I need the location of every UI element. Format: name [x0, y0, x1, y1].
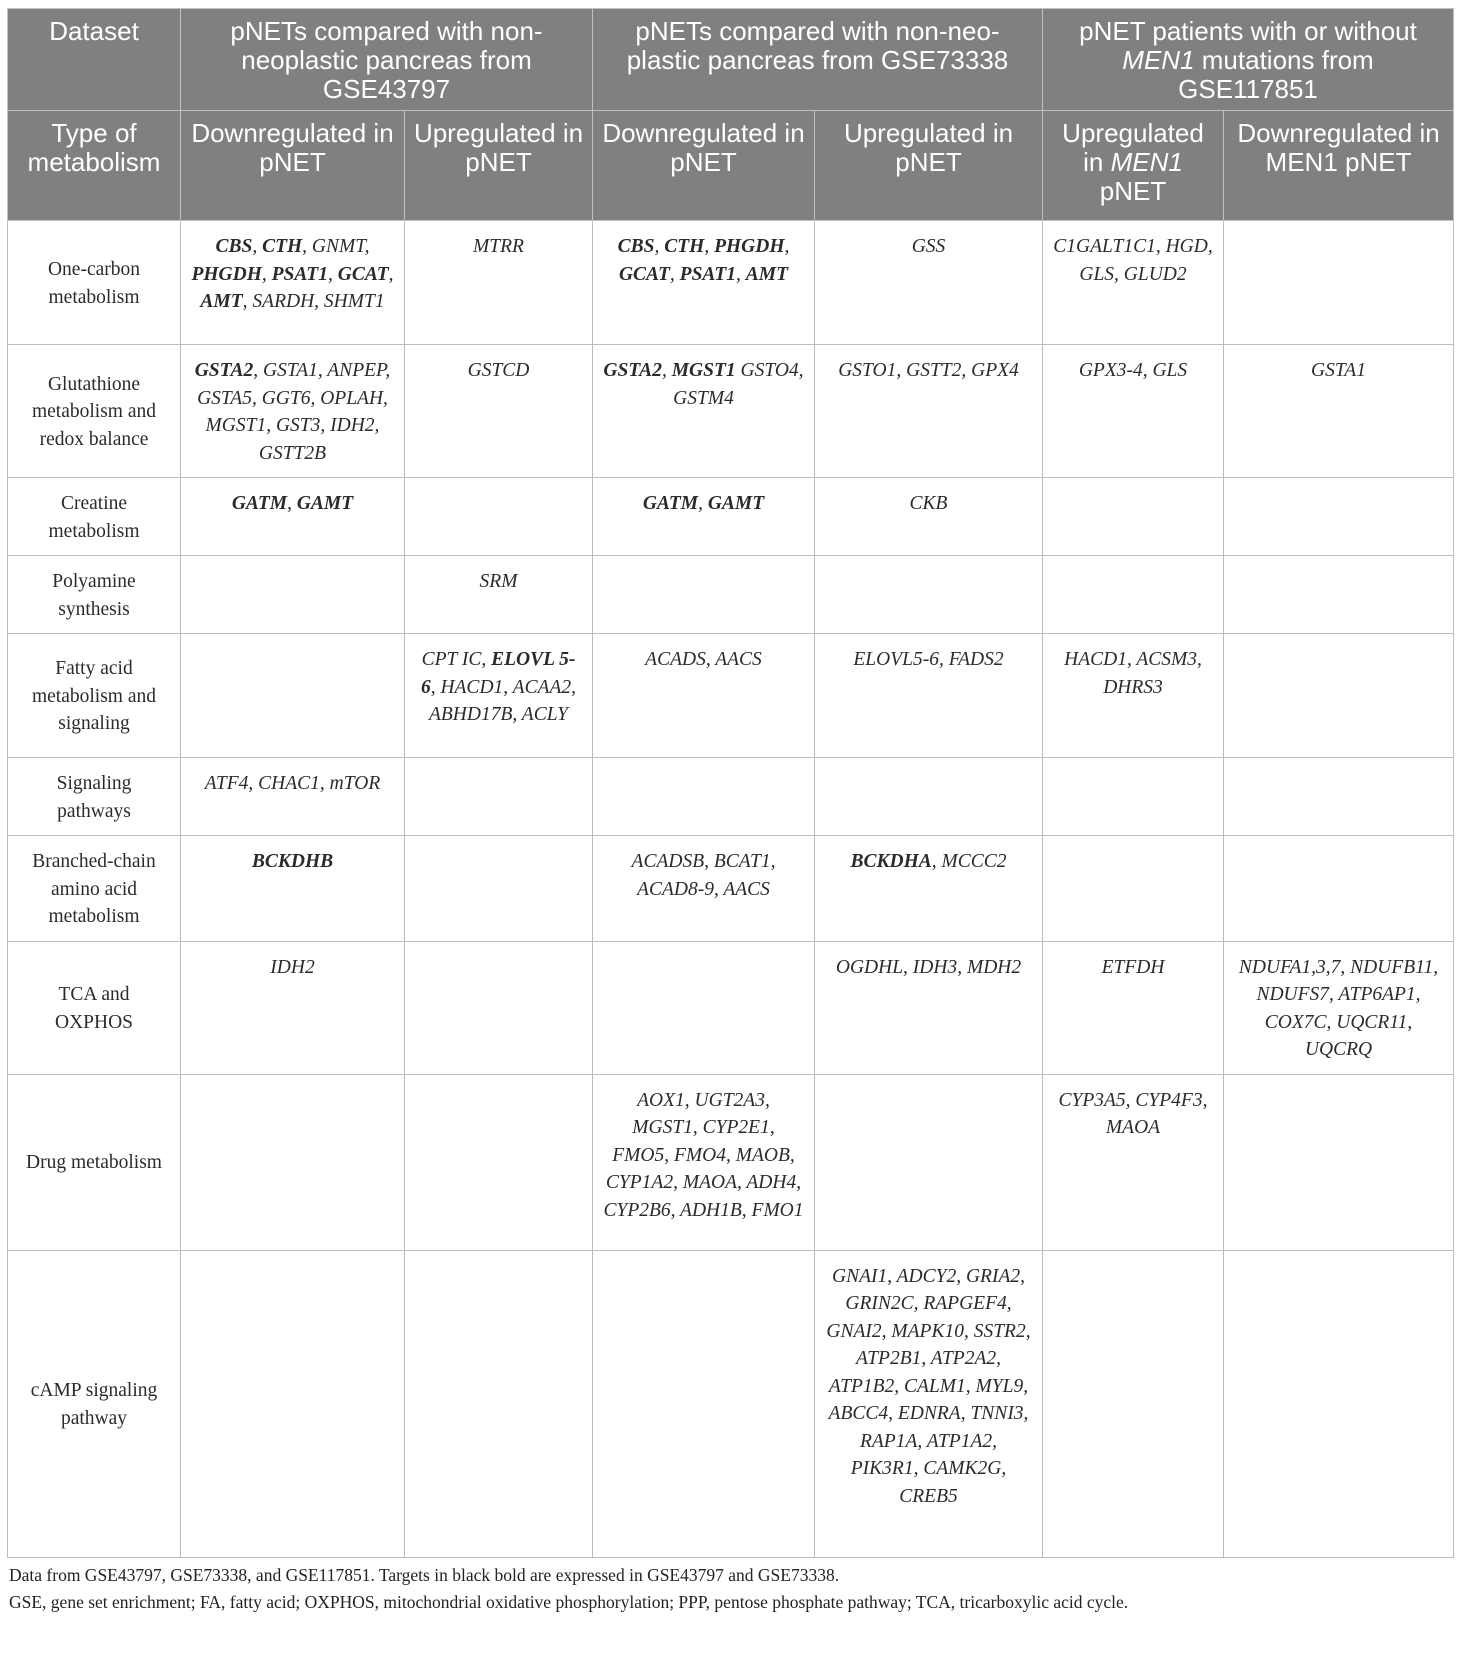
table-figure	[7, 8, 1453, 1616]
gene-bold-text: GATM	[642, 493, 699, 514]
table-row	[8, 221, 1454, 345]
metabolism-type-cell: One-carbon metabolism	[8, 221, 181, 345]
col-up-men1-gene: MEN1	[1110, 147, 1183, 177]
gene-list-cell	[815, 221, 1043, 345]
dataset-label: Dataset	[8, 9, 181, 111]
gene-text: ,	[698, 493, 708, 514]
gene-list-cell	[815, 758, 1043, 836]
gene-bold-text: GCAT	[618, 263, 670, 285]
gene-list-cell	[1043, 836, 1224, 942]
gene-text: ETFDH	[1101, 956, 1165, 978]
gene-list-cell	[181, 941, 405, 1074]
gene-list-cell	[815, 1250, 1043, 1557]
gene-list-cell	[1043, 556, 1224, 634]
gene-bold-text: PHGDH	[714, 236, 785, 257]
gene-list-cell	[181, 1074, 405, 1250]
gene-text: CKB	[909, 493, 948, 514]
gene-bold-text: GAMT	[296, 493, 354, 514]
gene-list-cell	[1043, 478, 1224, 556]
gene-text: AOX1, UGT2A3, MGST1, CYP2E1, FMO5, FMO4, MAOB, CYP1A2, MAOA, ADH4, CYP2B6, ADH1B, FMO1	[603, 1089, 804, 1221]
gene-list-cell	[405, 758, 593, 836]
gene-bold-text: ELOVL 5-6	[420, 649, 576, 698]
gene-text: ,	[287, 493, 297, 514]
gene-text: ,	[661, 360, 672, 381]
gene-text: GSTCD	[467, 360, 530, 381]
gene-list-cell	[1043, 634, 1224, 758]
gene-list-cell	[593, 1074, 815, 1250]
metabolism-type-cell: Glutathione metabolism and redox balance	[8, 345, 181, 478]
gene-bold-text: MGST1	[671, 360, 736, 381]
table-row	[8, 1074, 1454, 1250]
gene-list-cell	[405, 1074, 593, 1250]
gene-bold-text: AMT	[200, 291, 243, 312]
gene-list-cell	[815, 836, 1043, 942]
gene-list-cell	[815, 556, 1043, 634]
table-row	[8, 556, 1454, 634]
gene-text: ACADS, AACS	[645, 649, 762, 670]
gene-list-cell	[405, 836, 593, 942]
gene-list-cell	[1224, 556, 1454, 634]
gene-text: ,	[654, 236, 665, 257]
col-up-men1-prefix: Upregulated in	[1062, 118, 1204, 177]
table-row	[8, 634, 1454, 758]
gene-list-cell	[593, 1250, 815, 1557]
gene-list-cell	[1224, 345, 1454, 478]
gene-list-cell	[1224, 1250, 1454, 1557]
gene-text: GSTA1	[1311, 360, 1366, 381]
col-up-gse73338: Upregulated in pNET	[815, 111, 1043, 221]
gene-bold-text: GAMT	[707, 493, 765, 514]
gene-text: IDH2	[270, 956, 315, 978]
dataset3-gene: MEN1	[1122, 45, 1195, 75]
footnote-abbreviations: GSE, gene set enrichment; FA, fatty acid; OXPHOS, mitochondrial oxidative phosphorylation; PPP, pentose phosphate pathway; TCA, tricarboxylic acid cycle.	[9, 1591, 1129, 1612]
gene-text: ,	[327, 263, 338, 285]
dataset3-suffix: mutations from GSE117851	[1178, 45, 1374, 104]
gene-text: ,	[388, 263, 394, 285]
metabolism-type-cell: Drug metabolism	[8, 1074, 181, 1250]
gene-list-cell	[1043, 345, 1224, 478]
gene-text: , GNMT,	[302, 236, 370, 257]
gene-bold-text: GCAT	[337, 263, 389, 285]
gene-bold-text: GSTA2	[603, 360, 662, 381]
gene-bold-text: CTH	[262, 236, 303, 257]
gene-list-cell	[405, 1250, 593, 1557]
metabolism-type-cell: Signaling pathways	[8, 758, 181, 836]
table-row	[8, 1250, 1454, 1557]
gene-text: GNAI1, ADCY2, GRIA2, GRIN2C, RAPGEF4, GNAI2, MAPK10, SSTR2, ATP2B1, ATP2A2, ATP1B2, CALM1, MYL9, ABCC4, EDNRA, TNNI3, RAP1A, ATP1A2, PIK3R1, CAMK2G, CREB5	[826, 1265, 1031, 1507]
gene-list-cell	[593, 634, 815, 758]
gene-text: CYP3A5, CYP4F3, MAOA	[1058, 1089, 1208, 1138]
dataset3-prefix: pNET patients with or without	[1079, 16, 1417, 46]
gene-list-cell	[815, 478, 1043, 556]
gene-text: , SARDH, SHMT1	[242, 291, 385, 312]
gene-list-cell	[181, 758, 405, 836]
col-up-gse43797: Upregulated in pNET	[405, 111, 593, 221]
gene-list-cell	[593, 836, 815, 942]
gene-bold-text: BCKDHB	[251, 851, 334, 872]
gene-bold-text: PSAT1	[271, 263, 328, 285]
gene-list-cell	[181, 1250, 405, 1557]
footnote-data-source: Data from GSE43797, GSE73338, and GSE117851. Targets in black bold are expressed in GSE43797 and GSE73338.	[9, 1564, 840, 1585]
table-row	[8, 836, 1454, 942]
gene-list-cell	[1224, 1074, 1454, 1250]
gene-list-cell	[593, 556, 815, 634]
gene-list-cell	[405, 221, 593, 345]
gene-list-cell	[1224, 478, 1454, 556]
gene-table	[7, 8, 1454, 1558]
gene-list-cell	[1043, 1074, 1224, 1250]
gene-list-cell	[593, 758, 815, 836]
gene-text: C1GALT1C1, HGD, GLS, GLUD2	[1053, 236, 1213, 285]
gene-text: OGDHL, IDH3, MDH2	[835, 956, 1022, 978]
gene-text: ,	[736, 263, 746, 285]
type-label: Type of metabolism	[8, 111, 181, 221]
col-up-men1	[1043, 111, 1224, 221]
gene-text: ,	[261, 263, 272, 285]
gene-list-cell	[405, 634, 593, 758]
gene-bold-text: AMT	[745, 263, 789, 285]
header-row-direction	[8, 111, 1454, 221]
gene-list-cell	[815, 1074, 1043, 1250]
gene-bold-text: GSTA2	[194, 360, 254, 381]
metabolism-type-cell: Branched-chain amino acid metabolism	[8, 836, 181, 942]
gene-bold-text: CBS	[617, 236, 655, 257]
metabolism-type-cell: Fatty acid metabolism and signaling	[8, 634, 181, 758]
gene-list-cell	[593, 345, 815, 478]
gene-text: , MCCC2	[931, 851, 1007, 872]
gene-list-cell	[181, 221, 405, 345]
gene-text: HACD1, ACSM3, DHRS3	[1064, 649, 1202, 698]
table-row	[8, 941, 1454, 1074]
gene-list-cell	[1224, 941, 1454, 1074]
gene-bold-text: BCKDHA	[850, 851, 932, 872]
gene-text: NDUFA1,3,7, NDUFB11, NDUFS7, ATP6AP1, COX7C, UQCR11, UQCRQ	[1238, 956, 1439, 1060]
metabolism-type-cell: cAMP signaling pathway	[8, 1250, 181, 1557]
gene-text: GPX3-4, GLS	[1078, 360, 1188, 381]
gene-list-cell	[1043, 758, 1224, 836]
table-row	[8, 345, 1454, 478]
gene-text: MTRR	[473, 236, 524, 257]
gene-text: ,	[669, 263, 680, 285]
gene-text: ACADSB, BCAT1, ACAD8-9, AACS	[631, 851, 776, 900]
gene-list-cell	[815, 634, 1043, 758]
gene-text: , HACD1, ACAA2, ABHD17B, ACLY	[428, 676, 577, 725]
gene-list-cell	[1224, 758, 1454, 836]
gene-text: GSTO4, GSTM4	[673, 360, 804, 409]
gene-list-cell	[1043, 1250, 1224, 1557]
dataset-gse117851	[1043, 9, 1454, 111]
gene-list-cell	[593, 941, 815, 1074]
gene-text: ELOVL5-6, FADS2	[853, 649, 1004, 670]
gene-bold-text: PSAT1	[679, 263, 737, 285]
dataset-gse73338: pNETs compared with non-neo-plastic pancreas from GSE73338	[593, 9, 1043, 111]
gene-text: ATF4, CHAC1, mTOR	[204, 773, 381, 794]
metabolism-type-cell: TCA and OXPHOS	[8, 941, 181, 1074]
gene-list-cell	[181, 836, 405, 942]
dataset-gse43797: pNETs compared with non-neoplastic pancreas from GSE43797	[181, 9, 593, 111]
gene-list-cell	[1224, 634, 1454, 758]
gene-text: ,	[252, 236, 263, 257]
gene-list-cell	[405, 941, 593, 1074]
table-row	[8, 478, 1454, 556]
metabolism-type-cell: Polyamine synthesis	[8, 556, 181, 634]
gene-text: ,	[784, 236, 790, 257]
table-body	[8, 221, 1454, 1558]
table-row	[8, 758, 1454, 836]
gene-list-cell	[1224, 221, 1454, 345]
gene-text: GSTO1, GSTT2, GPX4	[838, 360, 1019, 381]
gene-bold-text: PHGDH	[191, 263, 262, 285]
gene-list-cell	[181, 345, 405, 478]
gene-list-cell	[593, 221, 815, 345]
gene-list-cell	[181, 634, 405, 758]
footnotes	[7, 1562, 1453, 1616]
gene-list-cell	[1043, 941, 1224, 1074]
gene-list-cell	[405, 478, 593, 556]
gene-list-cell	[181, 478, 405, 556]
gene-list-cell	[405, 345, 593, 478]
gene-list-cell	[593, 478, 815, 556]
metabolism-type-cell: Creatine metabolism	[8, 478, 181, 556]
gene-text: SRM	[479, 571, 518, 592]
gene-text: ,	[704, 236, 715, 257]
gene-text: , GSTA1, ANPEP, GSTA5, GGT6, OPLAH, MGST1, GST3, IDH2, GSTT2B	[197, 360, 391, 464]
gene-bold-text: CTH	[664, 236, 705, 257]
header-row-dataset	[8, 9, 1454, 111]
col-up-men1-suffix: pNET	[1099, 176, 1167, 206]
col-down-gse73338: Downregulated in pNET	[593, 111, 815, 221]
gene-list-cell	[815, 345, 1043, 478]
gene-text: GSS	[911, 236, 946, 257]
gene-list-cell	[1043, 221, 1224, 345]
col-down-men1: Downregulated in MEN1 pNET	[1224, 111, 1454, 221]
gene-list-cell	[815, 941, 1043, 1074]
gene-list-cell	[181, 556, 405, 634]
gene-text: CPT IC,	[421, 649, 492, 670]
col-down-gse43797: Downregulated in pNET	[181, 111, 405, 221]
gene-bold-text: CBS	[215, 236, 253, 257]
gene-bold-text: GATM	[231, 493, 288, 514]
gene-list-cell	[405, 556, 593, 634]
gene-list-cell	[1224, 836, 1454, 942]
